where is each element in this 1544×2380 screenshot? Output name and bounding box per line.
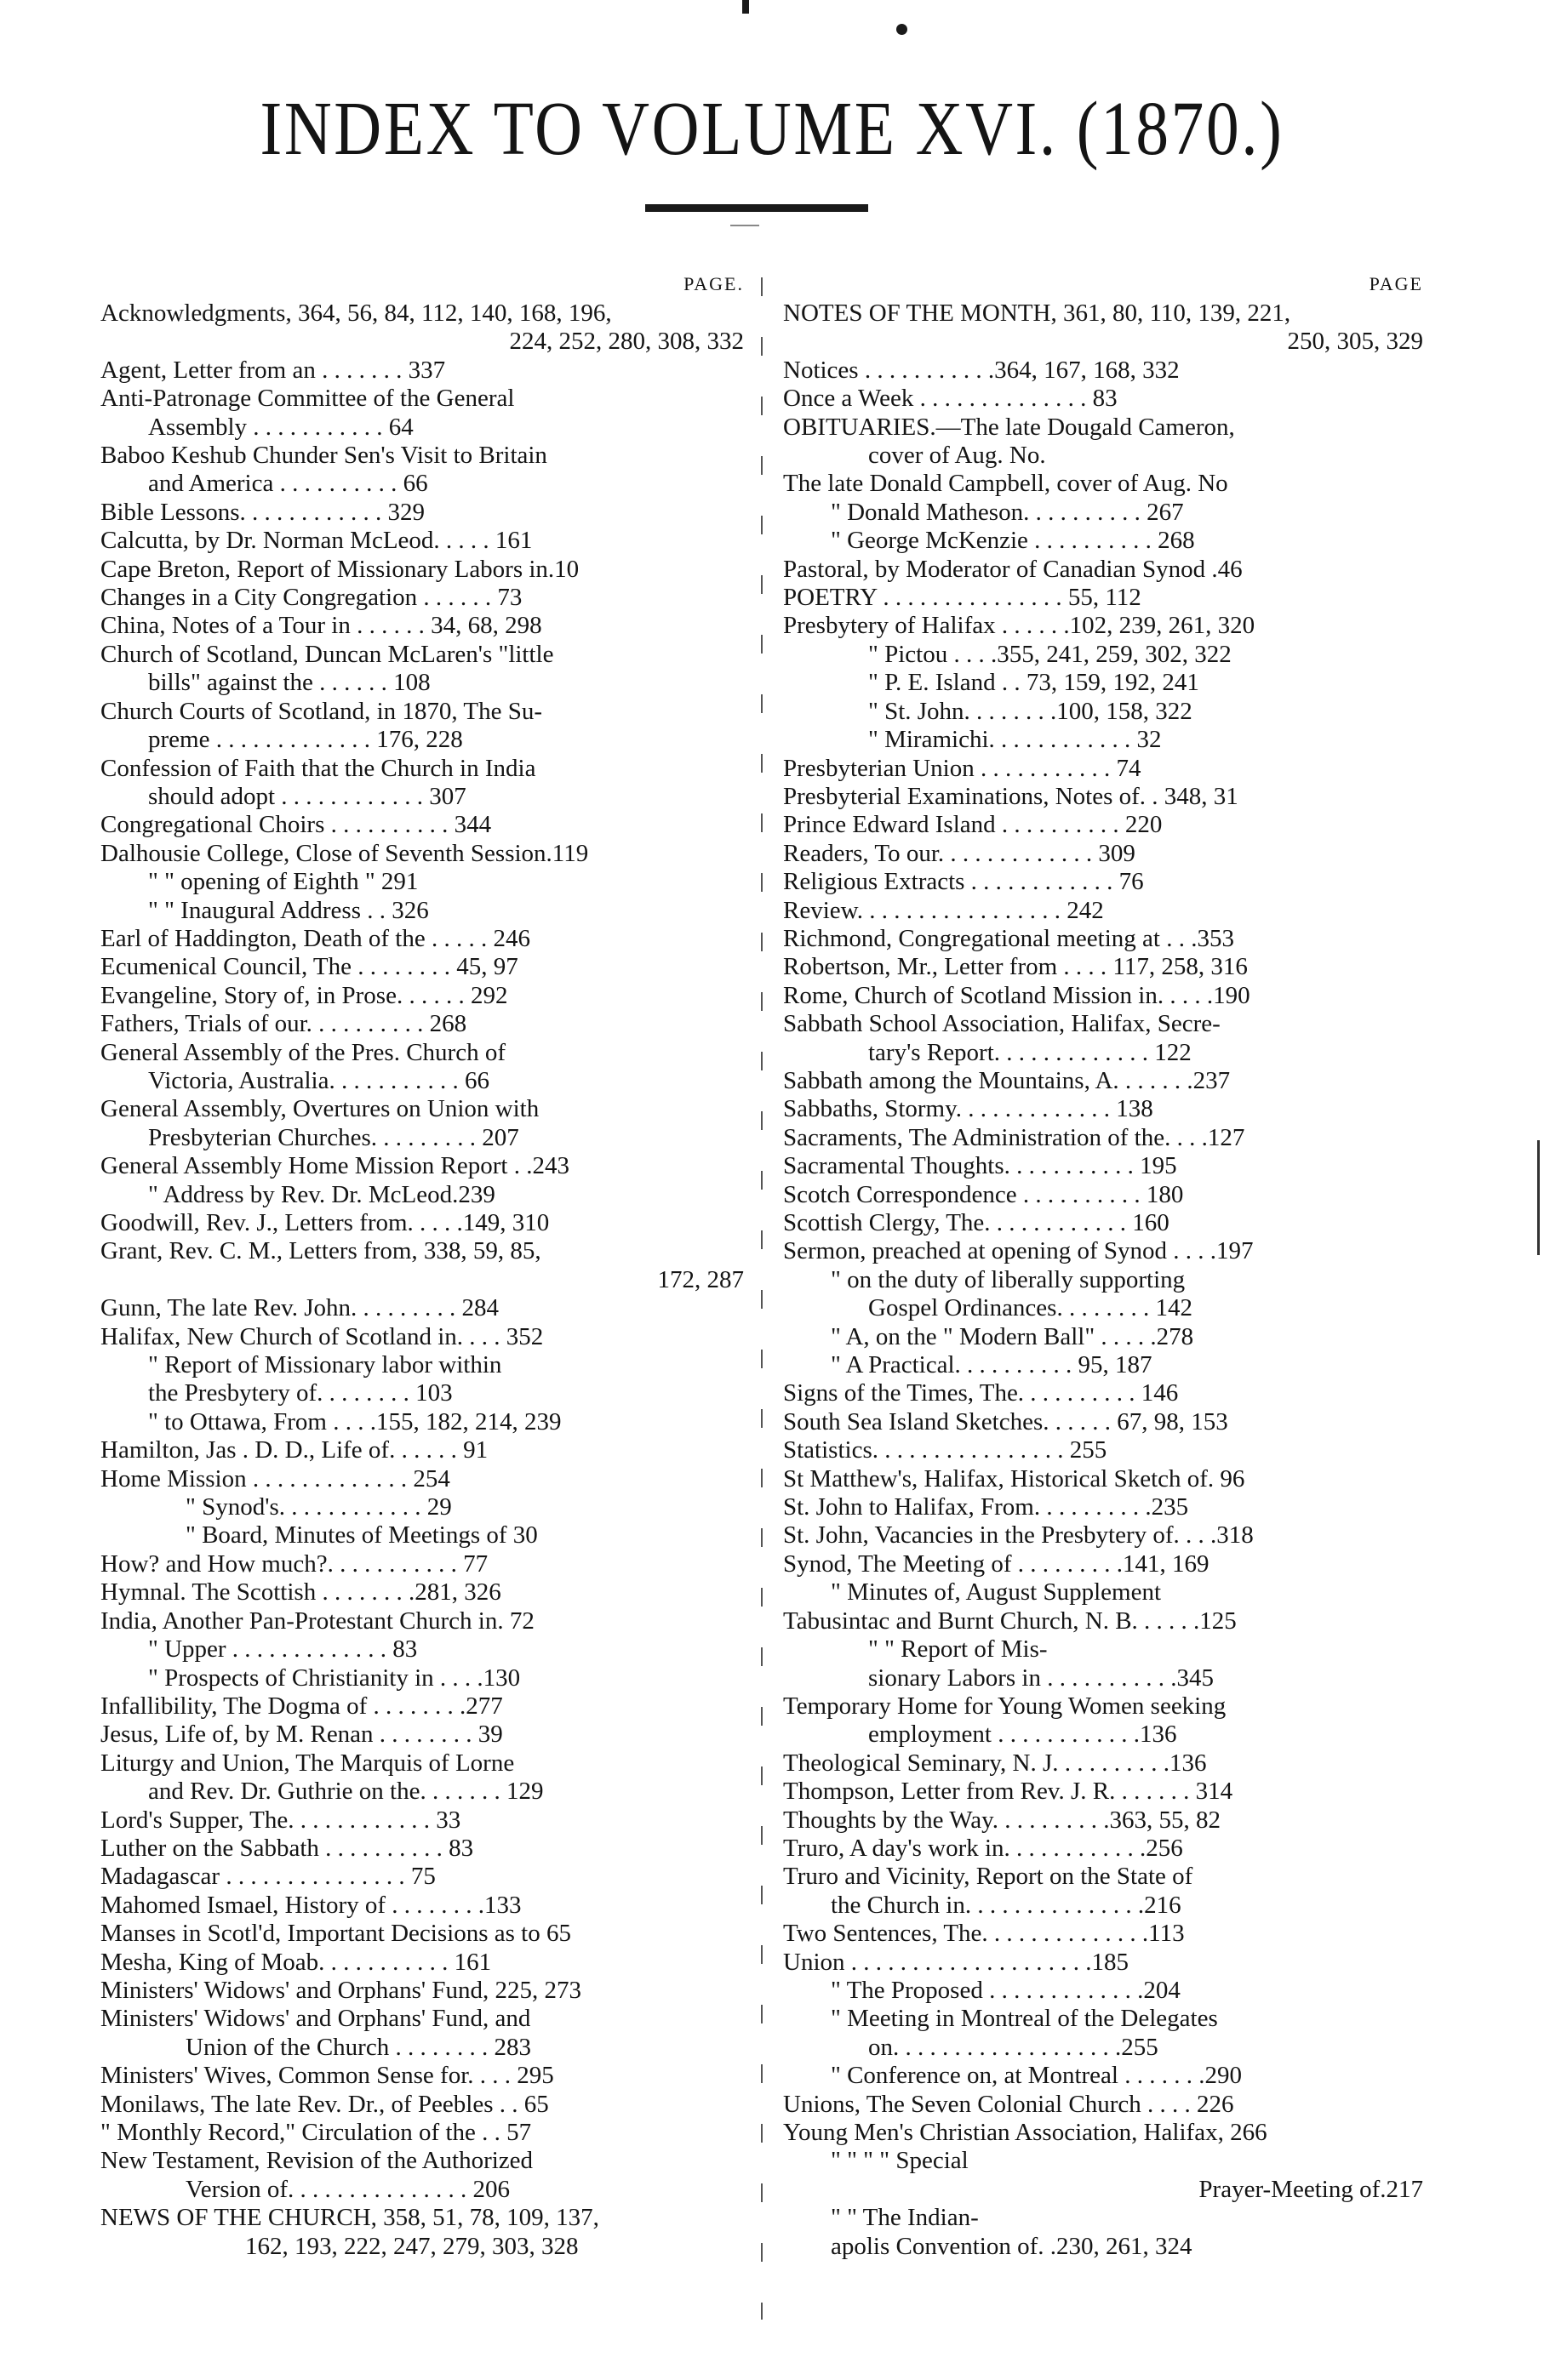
index-entry: " Miramichi. . . . . . . . . . . . 32	[868, 726, 1162, 754]
edge-mark	[1537, 1140, 1540, 1255]
index-entry: Two Sentences, The. . . . . . . . . . . . . .113	[783, 1920, 1185, 1948]
index-entry: Earl of Haddington, Death of the . . . . . 246	[100, 924, 530, 952]
index-entry: Sacramental Thoughts. . . . . . . . . . . 195	[783, 1152, 1177, 1180]
title-rule	[645, 204, 868, 212]
index-entry: Infallibility, The Dogma of . . . . . . . .277	[100, 1692, 503, 1720]
index-entry: " Pictou . . . .355, 241, 259, 302, 322	[868, 640, 1232, 668]
index-entry: " " " " Special	[831, 2147, 969, 2175]
index-entry: Changes in a City Congregation . . . . . . 73	[100, 584, 523, 612]
left-entries	[100, 300, 744, 2261]
index-entry: Thoughts by the Way. . . . . . . . . .363, 55, 82	[783, 1806, 1221, 1834]
index-entry: Pastoral, by Moderator of Canadian Synod .46	[783, 555, 1243, 583]
index-entry: " Donald Matheson. . . . . . . . . . 267	[831, 498, 1184, 526]
index-entry: Jesus, Life of, by M. Renan . . . . . . . . 39	[100, 1721, 503, 1749]
index-entry: 162, 193, 222, 247, 279, 303, 328	[245, 2232, 579, 2260]
index-entry: employment . . . . . . . . . . . .136	[868, 1721, 1177, 1749]
index-entry: India, Another Pan-Protestant Church in. 72	[100, 1607, 535, 1635]
index-entry: NOTES OF THE MONTH, 361, 80, 110, 139, 221,	[783, 300, 1291, 327]
index-entry: Signs of the Times, The. . . . . . . . . . 146	[783, 1379, 1179, 1407]
index-entry: Prince Edward Island . . . . . . . . . . 220	[783, 811, 1163, 839]
index-entry: Mahomed Ismael, History of . . . . . . . .133	[100, 1891, 522, 1919]
index-entry: " Prospects of Christianity in . . . .130	[148, 1664, 521, 1692]
index-entry: Dalhousie College, Close of Seventh Session.119	[100, 839, 589, 867]
index-entry: Statistics. . . . . . . . . . . . . . . . 255	[783, 1436, 1107, 1464]
index-entry: Mesha, King of Moab. . . . . . . . . . . 161	[100, 1948, 492, 1976]
index-entry: " Synod's. . . . . . . . . . . . 29	[186, 1493, 452, 1521]
index-entry: 224, 252, 280, 308, 332	[509, 328, 744, 356]
index-entry: Ministers' Wives, Common Sense for. . . . 295	[100, 2062, 554, 2090]
index-entry: Notices . . . . . . . . . . .364, 167, 168, 332	[783, 356, 1180, 384]
index-entry: St. John, Vacancies in the Presbytery of. . . .318	[783, 1521, 1254, 1550]
index-entry: Agent, Letter from an . . . . . . . 337	[100, 356, 446, 384]
index-entry: Synod, The Meeting of . . . . . . . . .141, 169	[783, 1550, 1209, 1578]
index-entry: General Assembly of the Pres. Church of	[100, 1038, 506, 1066]
index-entry: Evangeline, Story of, in Prose. . . . . . 292	[100, 981, 508, 1009]
index-entry: Sacraments, The Administration of the. . . .127	[783, 1123, 1245, 1151]
index-entry: Calcutta, by Dr. Norman McLeod. . . . . 161	[100, 527, 533, 555]
index-entry: Victoria, Australia. . . . . . . . . . . 66	[148, 1066, 489, 1094]
index-entry: South Sea Island Sketches. . . . . . 67, 98, 153	[783, 1407, 1228, 1435]
index-entry: Religious Extracts . . . . . . . . . . . . 76	[783, 868, 1144, 896]
index-entry: Once a Week . . . . . . . . . . . . . . 83	[783, 385, 1118, 413]
index-entry: " George McKenzie . . . . . . . . . . 268	[831, 527, 1195, 555]
index-entry: Goodwill, Rev. J., Letters from. . . . .149, 310	[100, 1209, 550, 1236]
index-entry: " Conference on, at Montreal . . . . . . .290	[831, 2062, 1242, 2090]
index-entry: " " opening of Eighth " 291	[148, 868, 419, 896]
index-entry: Richmond, Congregational meeting at . . .353	[783, 924, 1234, 952]
index-entry: and America . . . . . . . . . . 66	[148, 470, 428, 498]
index-entry: Sermon, preached at opening of Synod . . . .197	[783, 1237, 1254, 1265]
index-entry: China, Notes of a Tour in . . . . . . 34, 68, 298	[100, 612, 542, 640]
index-entry: Scotch Correspondence . . . . . . . . . . 180	[783, 1180, 1184, 1208]
index-entry: " " Inaugural Address . . 326	[148, 896, 429, 924]
index-entry: cover of Aug. No.	[868, 442, 1046, 470]
index-entry: " Upper . . . . . . . . . . . . . 83	[148, 1635, 418, 1664]
index-entry: the Presbytery of. . . . . . . . 103	[148, 1379, 453, 1407]
index-entry: 172, 287	[657, 1265, 744, 1293]
index-entry: bills" against the . . . . . . 108	[148, 669, 431, 697]
index-entry: Young Men's Christian Association, Halifax, 266	[783, 2119, 1267, 2146]
index-entry: General Assembly Home Mission Report . .243	[100, 1152, 569, 1180]
index-entry: POETRY . . . . . . . . . . . . . . . 55, 112	[783, 584, 1141, 612]
index-entry: Readers, To our. . . . . . . . . . . . . 309	[783, 839, 1135, 867]
index-entry: OBITUARIES.—The late Dougald Cameron,	[783, 413, 1235, 441]
index-entry: Bible Lessons. . . . . . . . . . . . 329	[100, 498, 426, 526]
index-entry: Truro and Vicinity, Report on the State of	[783, 1863, 1193, 1891]
index-entry: Confession of Faith that the Church in India	[100, 754, 536, 782]
index-entry: " Monthly Record," Circulation of the . . 57	[100, 2119, 532, 2146]
index-entry: Church Courts of Scotland, in 1870, The Su-	[100, 697, 543, 725]
index-entry: Lord's Supper, The. . . . . . . . . . . . 33	[100, 1806, 461, 1834]
ink-dot	[896, 24, 907, 35]
index-entry: Prayer-Meeting of.217	[1198, 2175, 1423, 2203]
index-entry: Theological Seminary, N. J. . . . . . . . . .136	[783, 1749, 1207, 1777]
index-entry: preme . . . . . . . . . . . . . 176, 228	[148, 726, 463, 754]
index-entry: New Testament, Revision of the Authorized	[100, 2147, 534, 2175]
index-entry: Fathers, Trials of our. . . . . . . . . . 268	[100, 1010, 467, 1038]
index-entry: " Report of Missionary labor within	[148, 1351, 502, 1379]
index-entry: apolis Convention of. .230, 261, 324	[831, 2232, 1192, 2260]
index-entry: should adopt . . . . . . . . . . . . 307	[148, 782, 466, 810]
index-entry: Sabbath among the Mountains, A. . . . . . .237	[783, 1066, 1231, 1094]
index-entry: and Rev. Dr. Guthrie on the. . . . . . . 129	[148, 1778, 544, 1806]
index-entry: sionary Labors in . . . . . . . . . . .345	[868, 1664, 1214, 1692]
index-entry: " The Proposed . . . . . . . . . . . . .204	[831, 1976, 1181, 2004]
index-entry: Home Mission . . . . . . . . . . . . . 254	[100, 1464, 450, 1492]
index-entry: NEWS OF THE CHURCH, 358, 51, 78, 109, 137,	[100, 2204, 599, 2232]
column-separator	[761, 277, 763, 2320]
index-entry: St Matthew's, Halifax, Historical Sketch of. 96	[783, 1464, 1245, 1492]
index-entry: Robertson, Mr., Letter from . . . . 117, 258, 316	[783, 953, 1248, 981]
index-entry: the Church in. . . . . . . . . . . . . . .216	[831, 1891, 1181, 1919]
index-entry: Sabbath School Association, Halifax, Secre-	[783, 1010, 1221, 1038]
index-entry: " P. E. Island . . 73, 159, 192, 241	[868, 669, 1199, 697]
index-entry: Luther on the Sabbath . . . . . . . . . . 83	[100, 1834, 474, 1862]
index-entry: General Assembly, Overtures on Union with	[100, 1095, 540, 1123]
index-entry: Rome, Church of Scotland Mission in. . . . .190	[783, 981, 1250, 1009]
index-entry: tary's Report. . . . . . . . . . . . . 122	[868, 1038, 1192, 1066]
index-entry: Gospel Ordinances. . . . . . . . 142	[868, 1294, 1192, 1322]
index-entry: Grant, Rev. C. M., Letters from, 338, 59, 85,	[100, 1237, 541, 1265]
index-entry: Truro, A day's work in. . . . . . . . . . . .256	[783, 1834, 1183, 1862]
ink-speck	[742, 0, 749, 14]
index-entry: " A, on the " Modern Ball" . . . . .278	[831, 1322, 1194, 1350]
index-entry: Church of Scotland, Duncan McLaren's "little	[100, 640, 554, 668]
index-entry: Thompson, Letter from Rev. J. R. . . . . . . 314	[783, 1778, 1233, 1806]
index-entry: Presbyterial Examinations, Notes of. . 348, 31	[783, 782, 1238, 810]
index-entry: " Meeting in Montreal of the Delegates	[831, 2005, 1218, 2033]
index-entry: Sabbaths, Stormy. . . . . . . . . . . . . 138	[783, 1095, 1153, 1123]
index-entry: Ministers' Widows' and Orphans' Fund, 225, 273	[100, 1976, 581, 2004]
index-entry: Gunn, The late Rev. John. . . . . . . . . 284	[100, 1294, 499, 1322]
index-entry: Tabusintac and Burnt Church, N. B. . . . . .125	[783, 1607, 1237, 1635]
index-entry: Congregational Choirs . . . . . . . . . . 344	[100, 811, 492, 839]
index-entry: The late Donald Campbell, cover of Aug. No	[783, 470, 1228, 498]
index-entry: Presbytery of Halifax . . . . . .102, 239, 261, 320	[783, 612, 1255, 640]
index-entry: " St. John. . . . . . . .100, 158, 322	[868, 697, 1192, 725]
index-entry: on. . . . . . . . . . . . . . . . . . .255	[868, 2033, 1158, 2061]
index-entry: Presbyterian Churches. . . . . . . . . 207	[148, 1123, 519, 1151]
index-entry: Scottish Clergy, The. . . . . . . . . . . . 160	[783, 1209, 1169, 1236]
index-entry: Manses in Scotl'd, Important Decisions as to 65	[100, 1920, 571, 1948]
index-entry: Temporary Home for Young Women seeking	[783, 1692, 1227, 1720]
title-rule-small	[730, 225, 759, 226]
index-entry: Assembly . . . . . . . . . . . 64	[148, 413, 414, 441]
index-entry: Acknowledgments, 364, 56, 84, 112, 140, 168, 196,	[100, 300, 612, 327]
page-title: INDEX TO VOLUME XVI. (1870.)	[260, 87, 1284, 171]
index-entry: Union . . . . . . . . . . . . . . . . . . . .185	[783, 1948, 1129, 1976]
index-entry: " to Ottawa, From . . . .155, 182, 214, 239	[148, 1407, 562, 1435]
index-entry: Unions, The Seven Colonial Church . . . . 226	[783, 2090, 1234, 2118]
index-entry: How? and How much?. . . . . . . . . . . 77	[100, 1550, 489, 1578]
index-entry: Cape Breton, Report of Missionary Labors in.10	[100, 555, 580, 583]
index-entry: Monilaws, The late Rev. Dr., of Peebles . . 65	[100, 2090, 549, 2118]
index-entry: " Address by Rev. Dr. McLeod.239	[148, 1180, 495, 1208]
index-entry: Union of the Church . . . . . . . . 283	[186, 2033, 531, 2061]
index-entry: " " The Indian-	[831, 2204, 979, 2232]
index-entry: Anti-Patronage Committee of the General	[100, 385, 515, 413]
index-entry: St. John to Halifax, From. . . . . . . . . .235	[783, 1493, 1189, 1521]
index-entry: Halifax, New Church of Scotland in. . . . 352	[100, 1322, 544, 1350]
index-entry: Ministers' Widows' and Orphans' Fund, and	[100, 2005, 531, 2033]
index-entry: Ecumenical Council, The . . . . . . . . 45, 97	[100, 953, 518, 981]
index-entry: " Minutes of, August Supplement	[831, 1578, 1162, 1607]
index-entry: Hymnal. The Scottish . . . . . . . .281, 326	[100, 1578, 501, 1607]
index-entry: Hamilton, Jas . D. D., Life of. . . . . . 91	[100, 1436, 489, 1464]
page-heading: PAGE.	[683, 273, 744, 294]
index-entry: Baboo Keshub Chunder Sen's Visit to Britain	[100, 442, 547, 470]
index-entry: Version of. . . . . . . . . . . . . . . 206	[186, 2175, 511, 2203]
page-heading: PAGE	[1369, 273, 1423, 294]
index-entry: " Board, Minutes of Meetings of 30	[186, 1521, 538, 1550]
index-entry: " on the duty of liberally supporting	[831, 1265, 1186, 1293]
right-entries	[783, 300, 1423, 2261]
index-entry: Review. . . . . . . . . . . . . . . . . 242	[783, 896, 1104, 924]
index-entry: Madagascar . . . . . . . . . . . . . . . 75	[100, 1863, 436, 1891]
right-index-column	[783, 269, 1423, 2261]
index-entry: Liturgy and Union, The Marquis of Lorne	[100, 1749, 515, 1777]
index-entry: " A Practical. . . . . . . . . . 95, 187	[831, 1351, 1152, 1379]
index-entry: 250, 305, 329	[1287, 328, 1423, 356]
index-entry: " " Report of Mis-	[868, 1635, 1048, 1664]
index-entry: Presbyterian Union . . . . . . . . . . . 74	[783, 754, 1141, 782]
left-index-column	[100, 269, 744, 2261]
